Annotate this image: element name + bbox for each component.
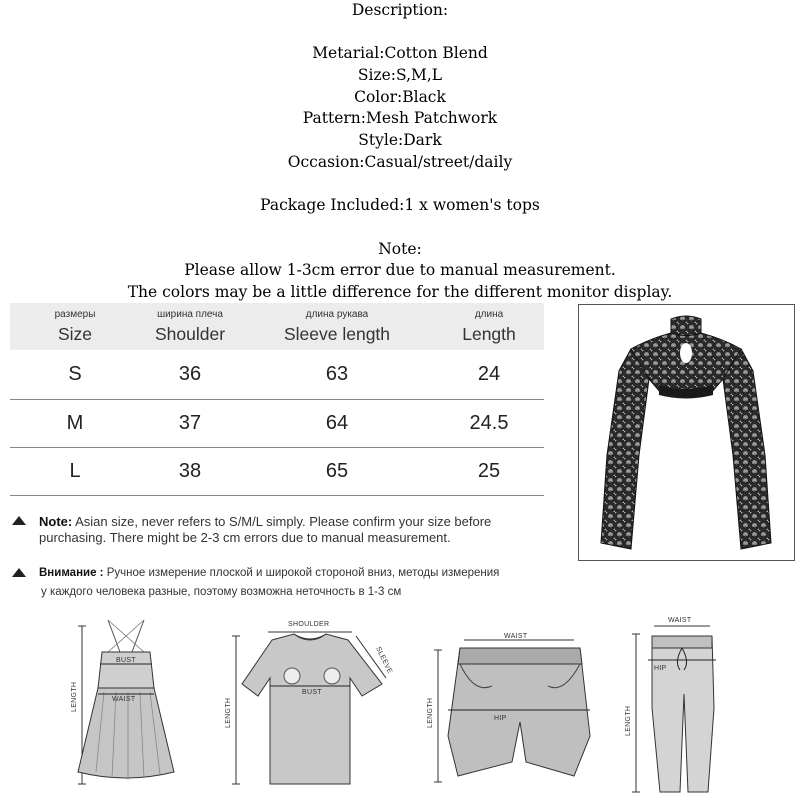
table-cell: 63 xyxy=(240,350,434,400)
note-en-text-2: purchasing. There might be 2-3 cm errors due to manual measurement. xyxy=(39,530,451,545)
table-cell: 64 xyxy=(240,400,434,448)
table-row xyxy=(10,400,544,448)
pattern-text: Pattern:Mesh Patchwork xyxy=(302,109,498,128)
dress-length-label: LENGTH xyxy=(71,681,78,712)
pants-length-label: LENGTH xyxy=(625,705,632,736)
header-sleeve-length: длина рукава Sleeve length xyxy=(283,309,391,344)
shorts-diagram xyxy=(424,612,600,798)
package-text: Package Included:1 x women's tops xyxy=(260,196,540,215)
header-length: длина Length xyxy=(462,309,516,344)
table-cell: 24.5 xyxy=(434,400,544,448)
table-cell: 36 xyxy=(140,350,240,400)
note-line-2: The colors may be a little difference for the different monitor display. xyxy=(127,282,673,301)
note-title: Note: xyxy=(378,239,422,258)
size-table xyxy=(10,303,544,496)
table-cell: M xyxy=(10,400,140,448)
table-cell: 65 xyxy=(240,448,434,496)
size-table-header xyxy=(10,303,544,350)
warning-triangle-icon xyxy=(12,568,26,578)
table-cell: 37 xyxy=(140,400,240,448)
note-ru-text-1: Ручное измерение плоской и широкой стороной вниз, методы измерения xyxy=(106,567,500,579)
dress-diagram xyxy=(62,612,182,798)
shorts-hip-label: HIP xyxy=(494,715,507,722)
tshirt-sleeve-label: SLEEVE xyxy=(374,645,394,675)
shorts-length-label: LENGTH xyxy=(427,697,434,728)
occasion-text: Occasion:Casual/street/daily xyxy=(287,152,513,171)
pants-hip-label: HIP xyxy=(654,665,667,672)
table-row xyxy=(10,448,544,496)
shorts-waist-label: WAIST xyxy=(504,633,528,640)
product-image xyxy=(578,304,795,561)
tshirt-length-label: LENGTH xyxy=(225,697,232,728)
header-shoulder: ширина плеча Shoulder xyxy=(154,309,226,344)
table-cell: 25 xyxy=(434,448,544,496)
note-ru-label: Внимание : xyxy=(39,567,104,579)
note-en-line-1 xyxy=(39,514,491,530)
material-text: Metarial:Cotton Blend xyxy=(312,44,488,63)
pants-diagram xyxy=(610,612,740,798)
dress-waist-label: WAIST xyxy=(112,696,136,703)
warning-triangle-icon xyxy=(12,516,26,526)
pants-waist-label: WAIST xyxy=(668,617,692,624)
dress-bust-label: BUST xyxy=(116,657,136,664)
header-size: размеры Size xyxy=(54,309,96,344)
note-ru-line-1 xyxy=(39,565,499,581)
description-title: Description: xyxy=(351,1,449,19)
tshirt-diagram xyxy=(222,612,402,798)
note-ru-text-2: у каждого человека разные, поэтому возможна неточность в 1-3 см xyxy=(41,586,402,598)
table-cell: S xyxy=(10,350,140,400)
table-cell: L xyxy=(10,448,140,496)
table-cell: 38 xyxy=(140,448,240,496)
style-text: Style:Dark xyxy=(358,131,442,150)
description-block xyxy=(0,0,800,304)
tshirt-bust-label: BUST xyxy=(302,689,322,696)
note-en-text-1: Asian size, never refers to S/M/L simply. Please confirm your size before xyxy=(75,514,492,529)
note-line-1: Please allow 1-3cm error due to manual measurement. xyxy=(184,261,616,280)
tshirt-shoulder-label: SHOULDER xyxy=(288,621,330,628)
table-cell: 24 xyxy=(434,350,544,400)
size-text: Size:S,M,L xyxy=(357,66,443,85)
table-row xyxy=(10,350,544,400)
note-en-label: Note: xyxy=(39,514,73,529)
lace-shrug-illustration xyxy=(579,305,794,560)
color-text: Color:Black xyxy=(354,87,446,106)
